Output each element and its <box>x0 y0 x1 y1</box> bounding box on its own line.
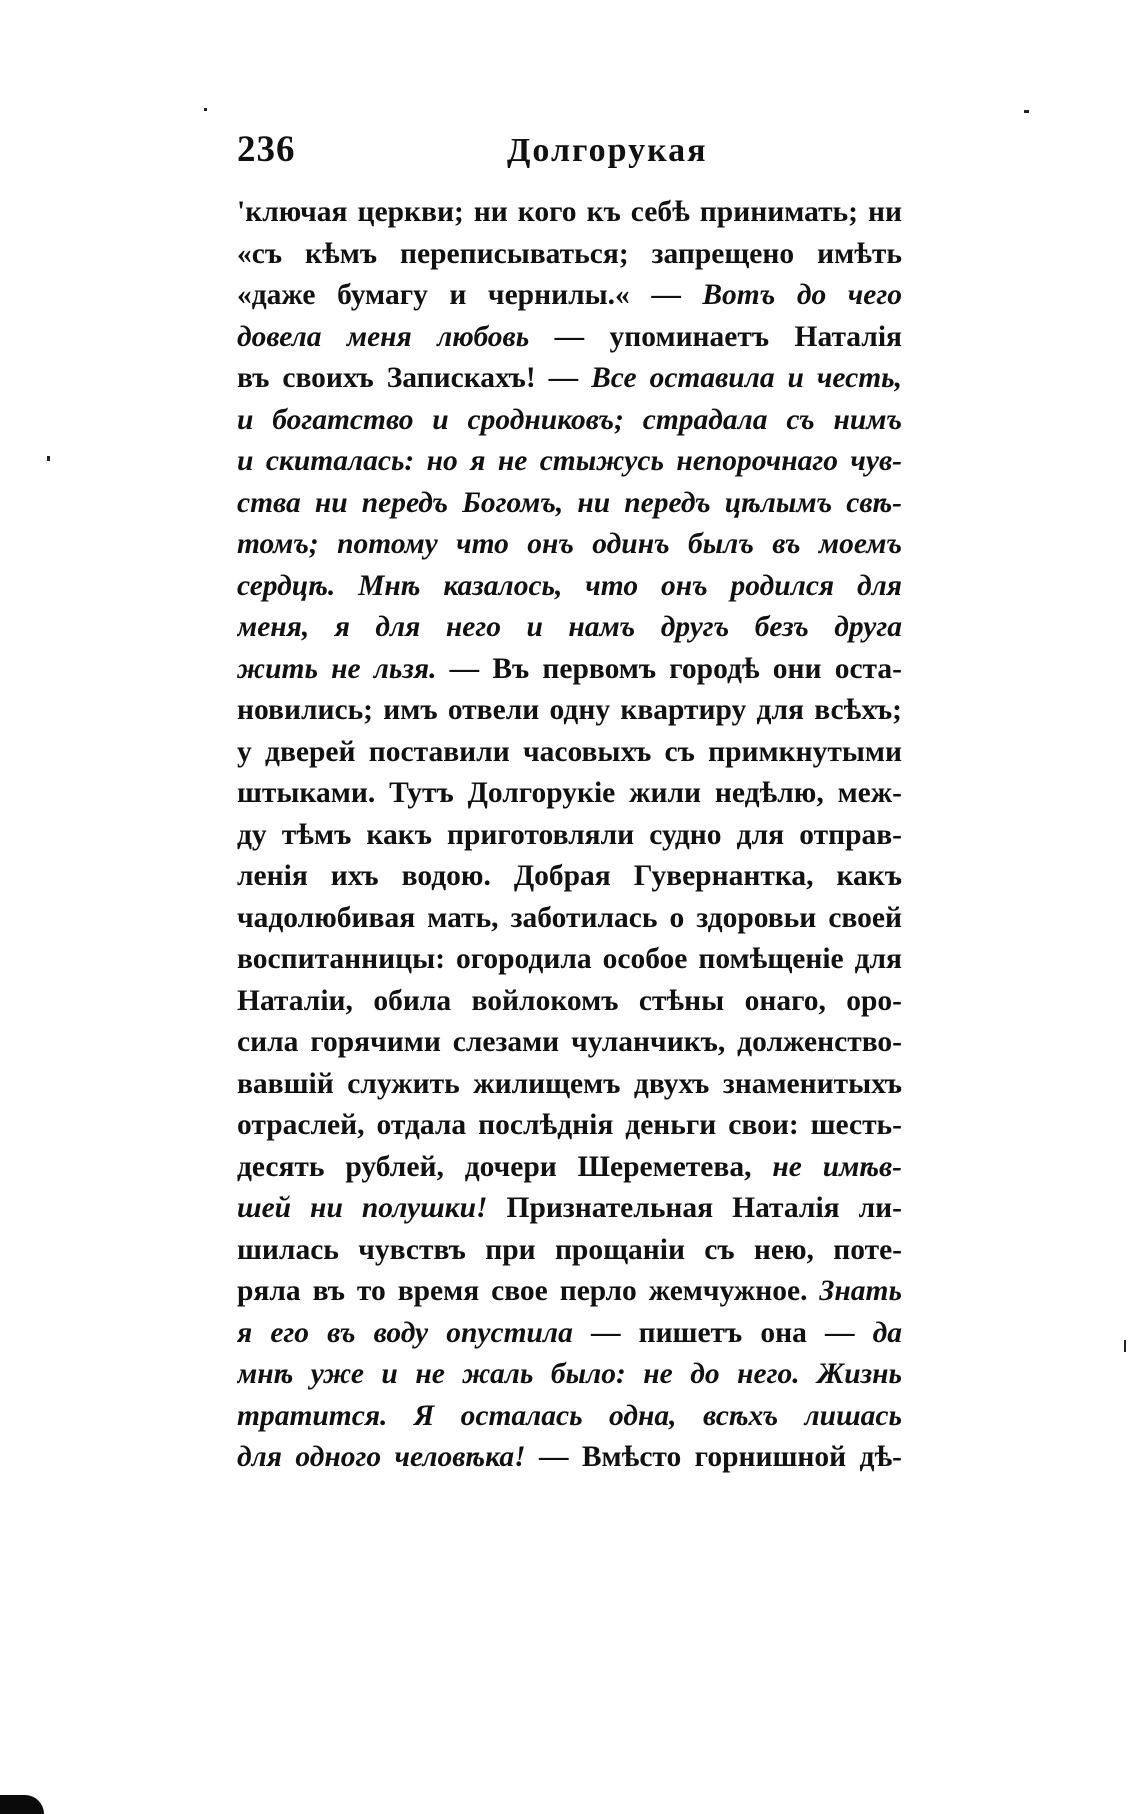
text-run: вавшій служить жилищемъ двухъ знаменитыхъ <box>237 1067 902 1100</box>
text-run: новились; имъ отвели одну квартиру для всѣхъ; <box>237 694 902 726</box>
italic-text-run: довела меня любовь <box>237 320 530 353</box>
text-run: ленія ихъ водою. Добрая Гувернантка, какъ <box>237 860 902 892</box>
text-run: сила горячими слезами чуланчикъ, долженство- <box>237 1026 902 1058</box>
italic-text-run: Знать <box>819 1275 902 1307</box>
italic-text-run: мнѣ уже и не жаль было: не до него. Жизнь <box>237 1358 902 1390</box>
text-run: ряла въ то время свое перло жемчужное. <box>237 1275 820 1307</box>
text-line <box>237 939 902 981</box>
text-line <box>237 275 902 317</box>
italic-text-run: не имѣв- <box>772 1150 902 1183</box>
text-line <box>237 1437 902 1479</box>
page-number: 236 <box>237 129 296 170</box>
text-run: шилась чувствъ при прощаніи съ нею, поте- <box>237 1233 902 1266</box>
text-run: десять рублей, дочери Шереметева, <box>237 1150 773 1183</box>
text-run: «съ кѣмъ переписываться; запрещено имѣть <box>237 237 902 270</box>
text-line <box>237 358 902 400</box>
text-run: штыками. Тутъ Долгорукіе жили недѣлю, меж- <box>237 777 902 809</box>
text-run: — пишетъ она — <box>572 1316 873 1349</box>
italic-text-run: меня, я для него и намъ другъ безъ друга <box>237 611 902 643</box>
italic-text-run: ства ни передъ Богомъ, ни передъ цѣлымъ свѣ- <box>237 486 902 519</box>
scan-speck <box>204 108 207 111</box>
text-run: Наталіи, обила войлокомъ стѣны онаго, оро- <box>237 984 902 1017</box>
italic-text-run: да <box>872 1316 902 1349</box>
text-line <box>237 856 902 898</box>
italic-text-run: сердцѣ. Мнѣ казалось, что онъ родился для <box>237 569 902 602</box>
text-line <box>237 690 902 732</box>
text-line <box>237 192 902 234</box>
italic-text-run: и скиталась: но я не стыжусь непорочнаго чув- <box>237 445 902 477</box>
italic-text-run: тратится. Я осталась одна, всѣхъ лишась <box>237 1399 902 1432</box>
italic-text-run: Все оставила и честь, <box>591 362 902 394</box>
text-line <box>237 1064 902 1106</box>
text-run: у дверей поставили часовыхъ съ примкнутыми <box>237 735 902 768</box>
text-run: чадолюбивая мать, заботилась о здоровьи своей <box>237 901 902 934</box>
text-run: — упоминаетъ Наталія <box>529 320 902 353</box>
text-line <box>237 732 902 774</box>
text-line <box>237 1105 902 1147</box>
text-line <box>237 1188 902 1230</box>
running-head-title: Долгорукая <box>507 132 708 169</box>
italic-text-run: и богатство и сродниковъ; страдала съ нимъ <box>237 403 902 436</box>
text-run: «даже бумагу и чернилы.« — <box>237 279 703 311</box>
text-run: 'ключая церкви; ни кого къ себѣ принимать; ни <box>237 196 902 228</box>
text-run: отраслей, отдала послѣднія деньги свои: шесть- <box>237 1109 902 1141</box>
text-run: ду тѣмъ какъ приготовляли судно для отправ- <box>237 818 902 851</box>
scan-speck <box>1024 110 1029 113</box>
italic-text-run: я его въ воду опустила <box>237 1316 573 1349</box>
scan-corner-blot <box>0 1795 44 1814</box>
text-line <box>237 1313 902 1355</box>
text-line <box>237 649 902 691</box>
text-line <box>237 1147 902 1189</box>
text-run: Признательная Наталія ли- <box>487 1192 902 1224</box>
text-line <box>237 1396 902 1438</box>
page-header <box>237 128 897 178</box>
italic-text-run: для одного человѣка! <box>237 1441 526 1473</box>
text-run: въ своихъ Запискахъ! — <box>237 362 592 394</box>
italic-text-run: шей ни полушки! <box>237 1192 488 1224</box>
italic-text-run: томъ; потому что онъ одинъ былъ въ моемъ <box>237 528 902 560</box>
body-text <box>237 192 902 1479</box>
scan-speck <box>1124 1340 1126 1352</box>
text-line <box>237 981 902 1023</box>
text-line <box>237 1022 902 1064</box>
text-line <box>237 400 902 442</box>
text-line <box>237 607 902 649</box>
text-line <box>237 1271 902 1313</box>
text-line <box>237 1354 902 1396</box>
text-run: воспитанницы: огородила особое помѣщеніе для <box>237 943 902 975</box>
text-run: — Въ первомъ городѣ они оста- <box>436 652 902 685</box>
text-line <box>237 441 902 483</box>
text-line <box>237 773 902 815</box>
text-line <box>237 524 902 566</box>
italic-text-run: жить не льзя. <box>237 652 437 685</box>
text-line <box>237 483 902 525</box>
text-line <box>237 317 902 359</box>
italic-text-run: Вотъ до чего <box>702 279 902 311</box>
text-line <box>237 1230 902 1272</box>
scan-speck <box>47 456 50 461</box>
text-line <box>237 234 902 276</box>
text-line <box>237 898 902 940</box>
text-line <box>237 815 902 857</box>
text-run: — Вмѣсто горнишной дѣ- <box>525 1441 902 1473</box>
text-line <box>237 566 902 608</box>
